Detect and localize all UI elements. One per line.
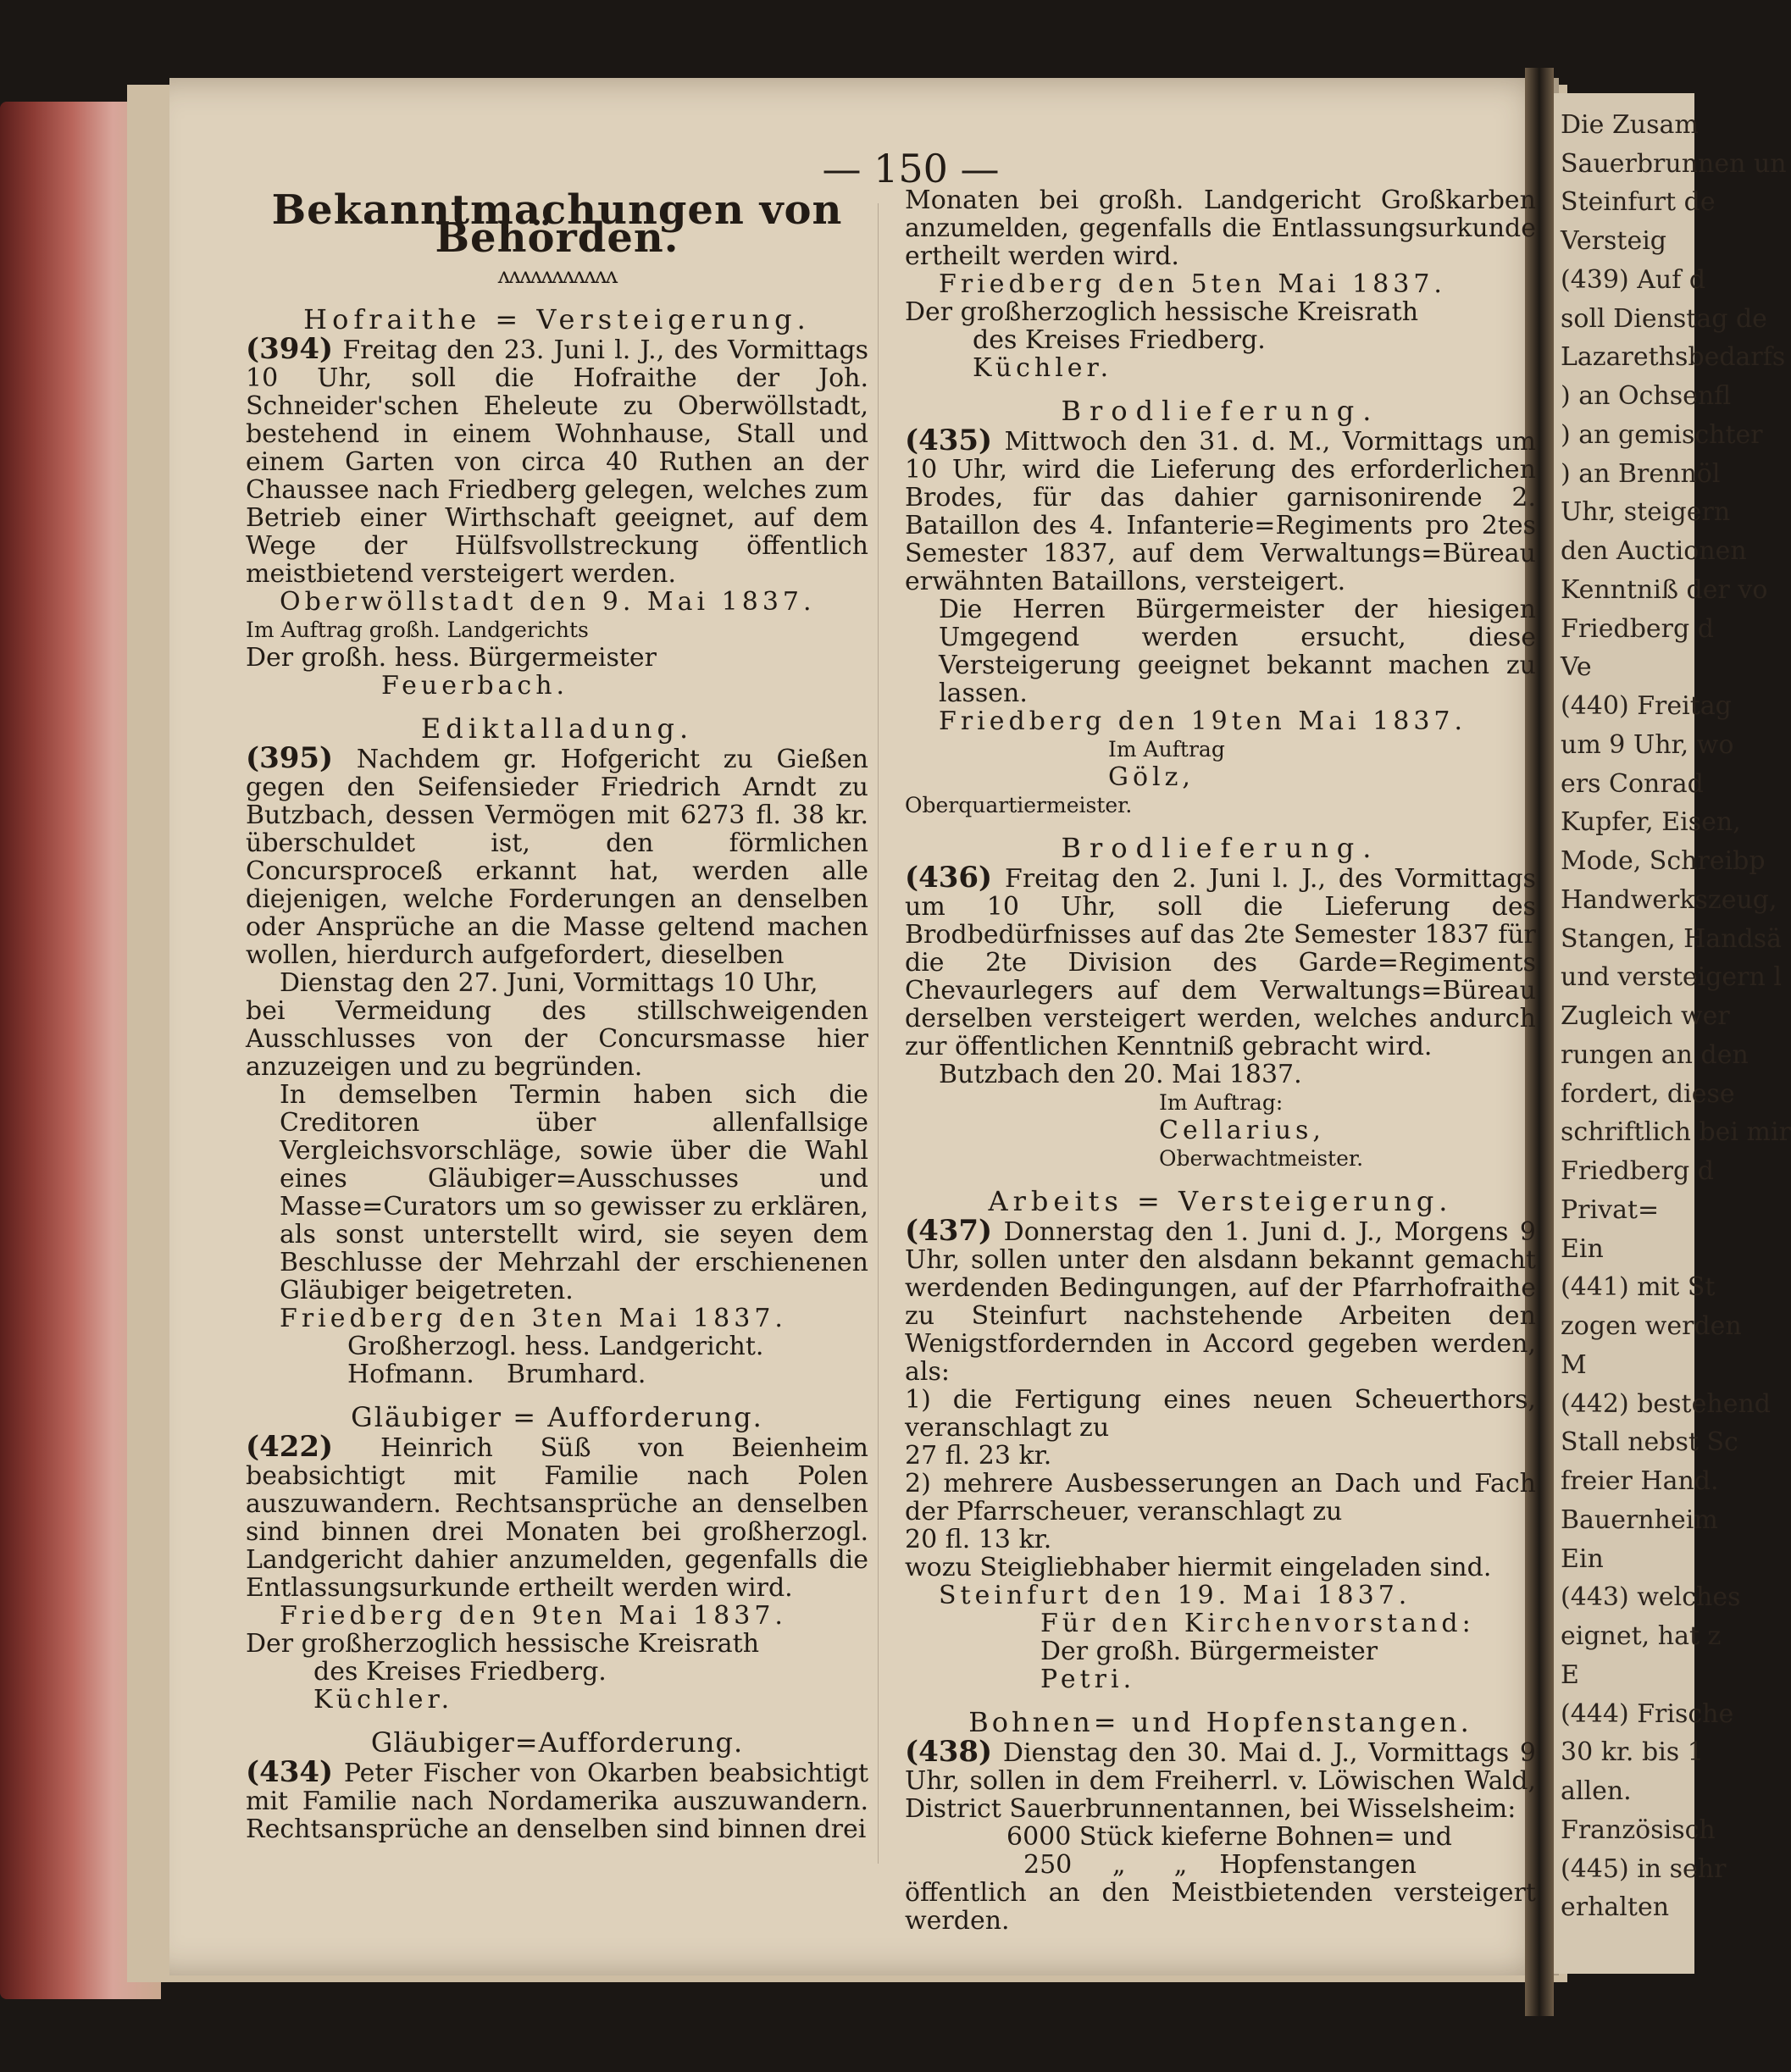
page-number: — 150 — [822, 146, 1000, 191]
notice-signature: des Kreises Friedberg. [313, 1657, 607, 1687]
notice-signature: Oberwachtmeister. [1159, 1146, 1364, 1171]
notice-body: Freitag den 23. Juni l. J., des Vormittags 10 Uhr, soll die Hofraithe der Joh. Schneider'schen Eheleute zu Oberwöllstadt, bestehend in einem Wohnhause, Stall und einem Garten von circa 40 Ruthen an der Chaussee nach Friedberg gelegen, welches zum Betrieb einer Wirthschaft geeignet, auf dem Wege der Hülfsvollstreckung öffentlich meistbietend versteigert werden. [246, 335, 868, 589]
notice-date: Friedberg den 5ten Mai 1837. [939, 269, 1446, 299]
left-column [246, 186, 868, 1843]
notice-body: Dienstag den 30. Mai d. J., Vormittags 9 Uhr, sollen in dem Freiherrl. v. Löwischen Wald, District Sauerbrunnentannen, bei Wisselsheim: [905, 1738, 1536, 1824]
notice-number: (395) [246, 741, 334, 775]
notice-heading: Arbeits = Versteigerung. [988, 1185, 1453, 1217]
next-page-text-fragment: E [1561, 1660, 1579, 1690]
notice-body: Freitag den 2. Juni l. J., des Vormittags um 10 Uhr, soll die Lieferung des Brodbedürfnisses auf das 2te Semester 1837 für die 2te Division des Garde=Regiments Chevaurlegers auf dem Verwaltungs=Büreau derselben versteigert werden, welches andurch zur öffentlichen Kenntniß gebracht wird. [905, 864, 1536, 1061]
notice-date: Oberwöllstadt den 9. Mai 1837. [280, 587, 816, 617]
next-page-text-fragment: ers Conrad [1561, 769, 1704, 799]
notice-body: Nachdem gr. Hofgericht zu Gießen gegen den Seifensieder Friedrich Arndt zu Butzbach, dessen Vermögen mit 6273 fl. 38 kr. überschuldet ist, den förmlichen Concursproceß erkannt hat, werden alle diejenigen, welche Forderungen an denselben oder Ansprüche an die Masse geltend machen wollen, hierdurch aufgefordert, dieselben [246, 745, 868, 970]
notice-signature: Der großherzoglich hessische Kreisrath [905, 297, 1419, 327]
notice-signature: Küchler. [973, 353, 1113, 383]
next-page-text-fragment: (441) mit St [1561, 1272, 1716, 1302]
notice-date: Friedberg den 3ten Mai 1837. [280, 1304, 787, 1333]
notice-heading: Brodlieferung. [1061, 832, 1380, 864]
notice-signature: Der großh. Bürgermeister [1040, 1637, 1378, 1666]
next-page-text-fragment: eignet, hat z [1561, 1621, 1722, 1651]
next-page-text-fragment: Ve [1561, 652, 1592, 682]
notice-body: Monaten bei großh. Landgericht Großkarben anzumelden, gegenfalls die Entlassungsurkunde ertheilt werden wird. [905, 186, 1536, 271]
notice-signature: Cellarius, [1159, 1116, 1325, 1145]
list-item: 250 „ „ Hopfenstangen [1023, 1850, 1417, 1880]
next-page-text-fragment: (440) Freitag [1561, 691, 1732, 721]
next-page-text-fragment: Die Zusam [1561, 110, 1699, 140]
notice-signature: des Kreises Friedberg. [973, 325, 1266, 355]
notice-434 [246, 1726, 868, 1844]
notice-date: Steinfurt den 19. Mai 1837. [939, 1581, 1411, 1610]
notice-435 [905, 397, 1536, 819]
notice-number: (436) [905, 861, 993, 895]
ornament-rule: ʌʌʌʌʌʌʌʌʌʌʌ [497, 263, 617, 289]
next-page-text-fragment: um 9 Uhr, wo [1561, 730, 1734, 760]
next-page-text-fragment: ) an Ochsenfl [1561, 381, 1732, 411]
notice-signature: Der großh. hess. Bürgermeister [246, 643, 657, 673]
notice-body: wozu Steigliebhaber hiermit eingeladen sind. [905, 1553, 1492, 1582]
item-amount: 20 fl. 13 kr. [905, 1525, 1052, 1554]
next-page-text-fragment: Französisch [1561, 1815, 1716, 1845]
next-page-text-fragment: zogen werden [1561, 1311, 1742, 1341]
notice-body: Heinrich Süß von Beienheim beabsichtigt mit Familie nach Polen auszuwandern. Rechtsansprüche an denselben sind binnen drei Monaten bei großherzogl. Landgericht dahier anzumelden, gegenfalls die Entlassungsurkunde ertheilt werden wird. [246, 1433, 868, 1603]
notice-437 [905, 1185, 1537, 1694]
next-page-text-fragment: (445) in sehr [1561, 1854, 1727, 1884]
notice-body: öffentlich an den Meistbietenden versteigert werden. [905, 1878, 1536, 1936]
next-page-text-fragment: Ein [1561, 1544, 1604, 1574]
notice-signature: Oberquartiermeister. [905, 793, 1133, 817]
next-page-text-fragment: schriftlich bei mir [1561, 1117, 1791, 1147]
column-divider [878, 203, 879, 1864]
notice-heading: Ediktalladung. [420, 712, 694, 745]
next-page-text-fragment: Friedberg d [1561, 614, 1714, 644]
next-page-text-fragment: freier Hand. [1561, 1466, 1719, 1496]
notice-signature: Großherzogl. hess. Landgericht. [347, 1332, 764, 1361]
notice-422 [246, 1401, 868, 1715]
next-page-text-fragment: Handwerkszeug, [1561, 885, 1777, 915]
notice-signature: Für den Kirchenvorstand: [1040, 1609, 1475, 1638]
notice-395 [246, 712, 868, 1389]
next-page-text-fragment: und versteigern l [1561, 962, 1782, 992]
notice-number: (434) [246, 1755, 334, 1789]
next-page-text-fragment: 30 kr. bis 1 [1561, 1737, 1704, 1767]
notice-body: Mittwoch den 31. d. M., Vormittags um 10 Uhr, wird die Lieferung des erforderlichen Brodes, für das dahier garnisonirende 2. Bataillon des 4. Infanterie=Regiments pro 2tes Semester 1837, auf dem Verwaltungs=Büreau erwähnten Bataillons, versteigert. [905, 427, 1536, 596]
next-page-text-fragment: Ein [1561, 1234, 1604, 1264]
notice-body: Die Herren Bürgermeister der hiesigen Umgegend werden ersucht, diese Versteigerung geeignet bekannt machen zu lassen. [939, 595, 1536, 708]
list-item: 1) die Fertigung eines neuen Scheuerthors, veranschlagt zu [905, 1385, 1536, 1443]
notice-body: Donnerstag den 1. Juni d. J., Morgens 9 Uhr, sollen unter den alsdann bekannt gemacht werdenden Bedingungen, auf der Pfarrhofraithe zu Steinfurt nachstehende Arbeiten den Wenigstfordernden in Accord gegeben werden, als: [905, 1217, 1537, 1387]
list-item: 2) mehrere Ausbesserungen an Dach und Fach der Pfarrscheuer, veranschlagt zu [905, 1469, 1536, 1526]
next-page-text-fragment: (444) Frische [1561, 1699, 1734, 1729]
next-page-text-fragment: Privat= [1561, 1195, 1660, 1225]
next-page-text-fragment: (439) Auf d [1561, 265, 1706, 295]
next-page-text-fragment: Kupfer, Eisen, [1561, 807, 1741, 837]
notice-signature: Hofmann. Brumhard. [347, 1360, 646, 1389]
next-page-text-fragment: allen. [1561, 1776, 1632, 1806]
notice-date: Friedberg den 19ten Mai 1837. [939, 706, 1467, 736]
next-page-text-fragment: Kenntniß der vo [1561, 575, 1768, 605]
notice-heading: Gläubiger = Aufforderung. [351, 1401, 763, 1433]
next-page-fragment [1554, 93, 1791, 1974]
notice-signature: Feuerbach. [381, 671, 569, 701]
next-page-text-fragment: Steinfurt de [1561, 187, 1716, 217]
notice-heading: Brodlieferung. [1061, 395, 1380, 427]
next-page-text-fragment: M [1561, 1350, 1587, 1380]
notice-number: (435) [905, 424, 993, 457]
list-item: 6000 Stück kieferne Bohnen= und [1006, 1822, 1453, 1852]
notice-436 [905, 834, 1536, 1172]
notice-signature: Im Auftrag großh. Landgerichts [246, 618, 589, 642]
notice-signature: Im Auftrag [1108, 737, 1225, 762]
next-page-text-fragment: soll Dienstag de [1561, 304, 1767, 334]
next-page-text-fragment: (442) bestehend [1561, 1389, 1771, 1419]
section-masthead: Bekanntmachungen von Behörden. [271, 186, 843, 262]
notice-signature: Der großherzoglich hessische Kreisrath [246, 1629, 760, 1659]
next-page-text-fragment: Friedberg d [1561, 1156, 1714, 1186]
item-amount: 27 fl. 23 kr. [905, 1441, 1052, 1471]
notice-number: (438) [905, 1735, 993, 1769]
notice-body: Dienstag den 27. Juni, Vormittags 10 Uhr, [280, 968, 818, 998]
next-page-text-fragment: ) an gemischter [1561, 420, 1763, 450]
next-page-text-fragment: Bauernheim [1561, 1505, 1718, 1535]
notice-heading: Bohnen= und Hopfenstangen. [968, 1706, 1472, 1738]
next-page-text-fragment: Zugleich wer [1561, 1001, 1730, 1031]
notice-body: bei Vermeidung des stillschweigenden Ausschlusses von der Concursmasse hier anzuzeigen und zu begründen. [246, 996, 868, 1082]
right-column [905, 186, 1536, 1935]
notice-signature: Gölz, [1108, 762, 1195, 792]
notice-394 [246, 303, 868, 701]
next-page-text-fragment: den Auctionen [1561, 536, 1747, 566]
next-page-text-fragment: Sauerbrunnen un [1561, 149, 1787, 179]
notice-signature: Küchler. [313, 1685, 454, 1715]
notice-body: In demselben Termin haben sich die Creditoren über allenfallsige Vergleichsvorschläge, sowie über die Wahl eines Gläubiger=Ausschusses und Masse=Curators um so gewisser zu erklären, als sonst unterstellt wird, sie seyen dem Beschlusse der Mehrzahl der erschienenen Gläubiger beigetreten. [280, 1080, 868, 1305]
notice-438 [905, 1706, 1536, 1936]
next-page-text-fragment: (443) welches [1561, 1582, 1741, 1612]
notice-heading: Hofraithe = Versteigerung. [303, 303, 811, 335]
notice-heading: Gläubiger=Aufforderung. [370, 1726, 744, 1759]
next-page-text-fragment: Lazarethsbedarfs [1561, 342, 1786, 372]
notice-date: Friedberg den 9ten Mai 1837. [280, 1601, 787, 1631]
next-page-text-fragment: ) an Brennöl [1561, 459, 1721, 489]
next-page-text-fragment: rungen an den [1561, 1040, 1749, 1070]
notice-number: (422) [246, 1430, 334, 1464]
notice-date: Butzbach den 20. Mai 1837. [939, 1060, 1302, 1089]
next-page-text-fragment: erhalten [1561, 1892, 1670, 1922]
next-page-text-fragment: Uhr, steigern [1561, 497, 1731, 527]
next-page-text-fragment: fordert, diese [1561, 1079, 1735, 1109]
notice-signature: Im Auftrag: [1159, 1090, 1284, 1115]
notice-body: Peter Fischer von Okarben beabsichtigt mit Familie nach Nordamerika auszuwandern. Rechtsansprüche an denselben sind binnen drei [246, 1759, 868, 1844]
notice-signature: Petri. [1040, 1665, 1136, 1694]
notice-number: (394) [246, 332, 334, 366]
next-page-text-fragment: Stall nebst Sc [1561, 1427, 1738, 1457]
next-page-text-fragment: Versteig [1561, 226, 1667, 256]
next-page-text-fragment: Stangen, Handsä [1561, 924, 1783, 954]
next-page-text-fragment: Mode, Schreibp [1561, 846, 1766, 876]
notice-number: (437) [905, 1214, 993, 1248]
